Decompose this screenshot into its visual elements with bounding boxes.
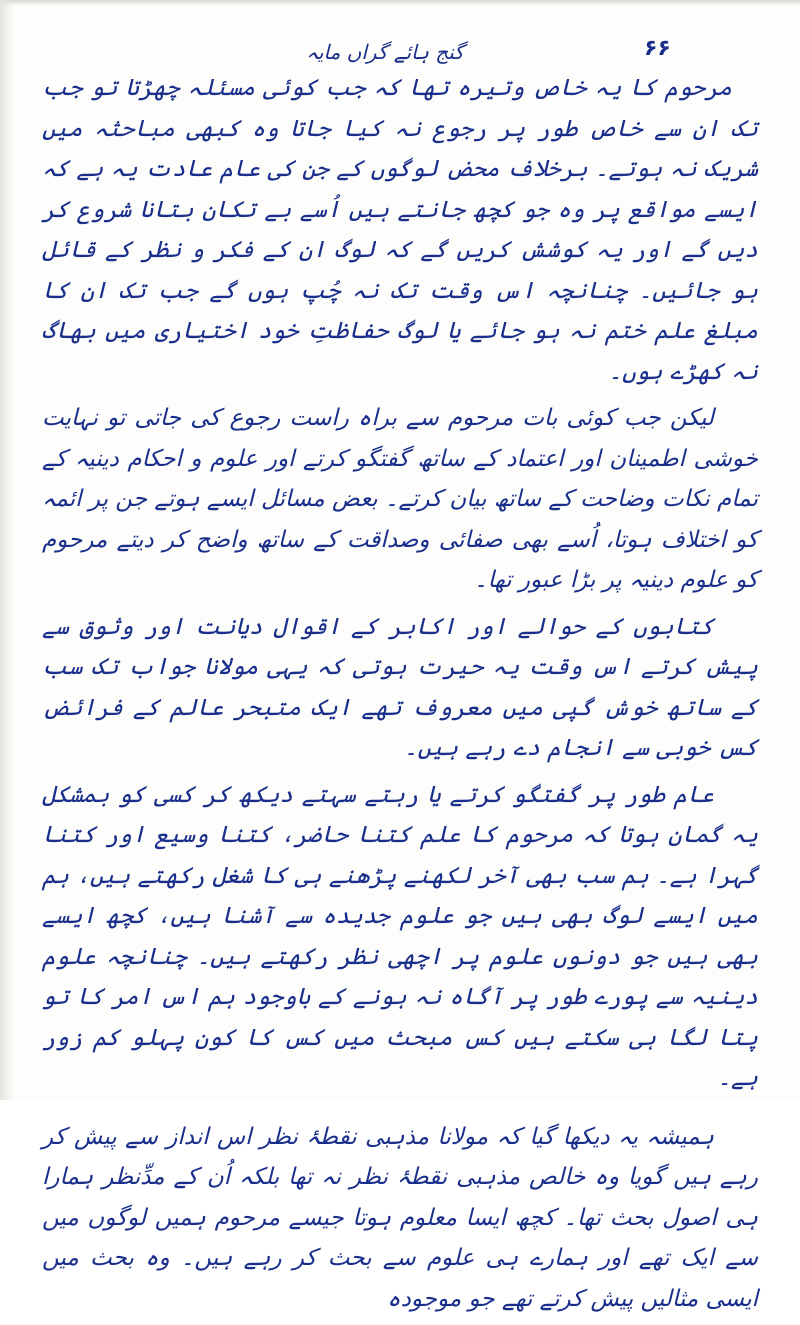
page-number: ۶۶ xyxy=(644,36,671,61)
paragraph-1: مرحوم کا یہ خاص وتیرہ تھا کہ جب کوئی مسئلہ چھڑتا تو جب تک ان سے خاص طور پر رجوع نہ کیا جاتا وہ کبھی مباحثہ میں شریک نہ ہوتے۔ برخلاف محض لوگوں کے جن کی عام عادت یہ ہے کہ ایسے مواقع پر وہ جو کچھ جانتے ہیں اُسے بے تکان بتانا شروع کر دیں گے اور یہ کوشش کریں گے کہ لوگ ان کے فکر و نظر کے قائل ہو جائیں۔ چنانچہ اس وقت تک نہ چُپ ہوں گے جب تک ان کا مبلغ علم ختم نہ ہو جائے یا لوگ حفاظتِ خود اختیاری میں بھاگ نہ کھڑے ہوں۔ xyxy=(42,75,758,385)
page-header xyxy=(0,36,800,72)
body-text xyxy=(42,68,758,1325)
paragraph-4: عام طور پر گفتگو کرتے یا رہتے سہتے دیکھ کر کسی کو بمشکل یہ گمان ہوتا کہ مرحوم کا علم کتنا حاضر، کتنا وسیع اور کتنا گہرا ہے۔ ہم سب بھی آخر لکھنے پڑھنے ہی کا شغل رکھتے ہیں، ہم میں ایسے لوگ بھی ہیں جو علوم جدیدہ سے آشنا ہیں، کچھ ایسے بھی ہیں جو دونوں علوم پر اچھی نظر رکھتے ہیں۔ چنانچہ علوم دینیہ سے پورے طور پر آگاہ نہ ہونے کے باوجود ہم اس امر کا تو پتا لگا ہی سکتے ہیں کس مبحث میں کس کا کون پہلو کم زور ہے۔ xyxy=(42,781,758,1091)
paper-edge xyxy=(0,0,800,6)
paragraph-2: لیکن جب کوئی بات مرحوم سے براہ راست رجوع کی جاتی تو نہایت خوشی اطمینان اور اعتماد کے ساتھ گفتگو کرتے اور علوم و احکام دینیہ کے تمام نکات وضاحت کے ساتھ بیان کرتے۔ بعض مسائل ایسے ہوتے جن پر ائمہ کو اختلاف ہوتا، اُسے بھی صفائی وصداقت کے ساتھ واضح کر دیتے مرحوم کو علوم دینیہ پر بڑا عبور تھا۔ xyxy=(42,405,758,593)
paragraph-5: ہمیشہ یہ دیکھا گیا کہ مولانا مذہبی نقطۂ نظر اس انداز سے پیش کر رہے ہیں گویا وہ خالص مذہبی نقطۂ نظر نہ تھا بلکہ اُن کے مدِّنظر ہمارا ہی اصول بحث تھا۔ کچھ ایسا معلوم ہوتا جیسے مرحوم ہمیں لوگوں میں سے ایک تھے اور ہمارے ہی علوم سے بحث کر رہے ہیں۔ وہ بحث میں ایسی مثالیں پیش کرتے تھے جو موجودہ xyxy=(42,1123,758,1312)
scan-shadow xyxy=(0,0,14,1100)
running-title: گنج ہائے گراں مایہ xyxy=(306,40,464,64)
paragraph-3: کتابوں کے حوالے اور اکابر کے اقوال دیانت اور وثوق سے پیش کرتے اس وقت یہ حیرت ہوتی کہ یہی مولانا جواب تک سب کے ساتھ خوش گپی میں معروف تھے ایک متبحر عالم کے فرائض کس خوبی سے انجام دے رہے ہیں۔ xyxy=(42,613,758,761)
